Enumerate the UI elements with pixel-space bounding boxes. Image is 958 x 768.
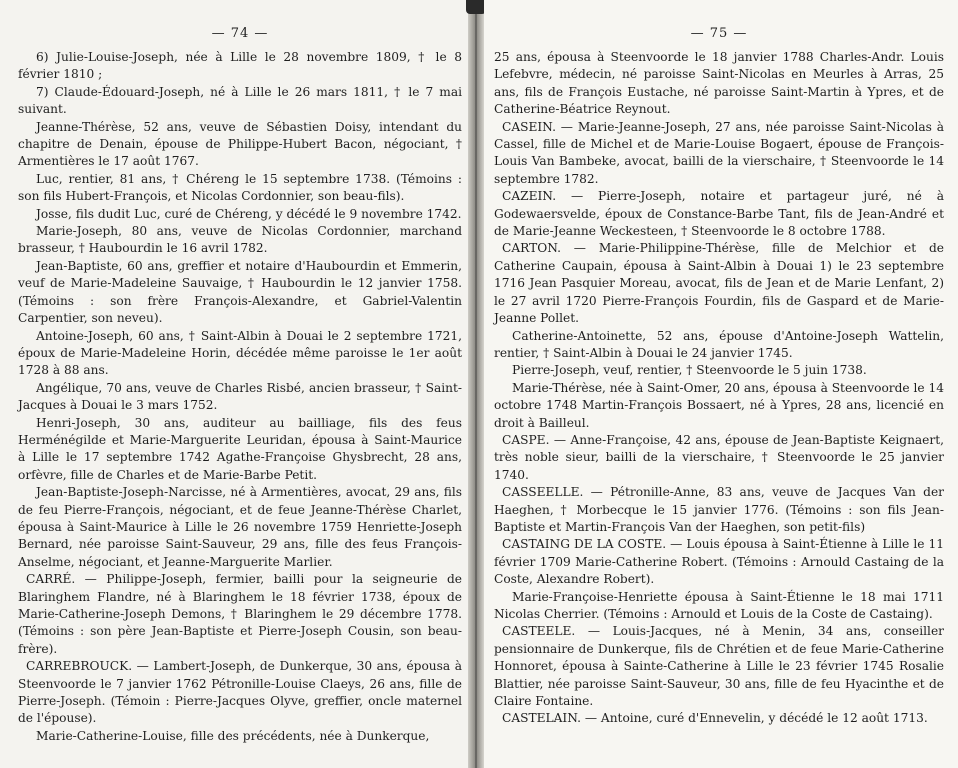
paragraph: Josse, fils dudit Luc, curé de Chéreng, y décédé le 9 novembre 1742. — [36, 206, 462, 221]
paragraph: Jean-Baptiste-Joseph-Narcisse, né à Armentières, avocat, 29 ans, fils de feu Pierre-François, négociant, et de feue Jeanne-Thérèse Charlet, épousa à Saint-Maurice à Lille le 26 novembre 1759 Henriette-Joseph Bernard, née paroisse Saint-Sauveur, 29 ans, fille des feus François-Anselme, négociant, et Jeanne-Marguerite Marlier. — [18, 485, 462, 569]
paragraph: Pierre-Joseph, veuf, rentier, † Steenvoorde le 5 juin 1738. — [512, 363, 867, 378]
entry-heading-paragraph: CASTEELE. — Louis-Jacques, né à Menin, 34 ans, conseiller pensionnaire de Dunkerque, fils de Chrétien et de feue Marie-Catherine Honnoret, épousa à Sainte-Catherine à Lille le 23 février 1745 Rosalie Blattier, née paroisse Saint-Sauveur, 30 ans, fille de feu Hyacinthe et de Claire Fontaine. — [494, 624, 944, 709]
entry-heading-paragraph: CASPE. — Anne-Françoise, 42 ans, épouse de Jean-Baptiste Keignaert, très noble sieur, bailli de la vierschaire, † Steenvoorde le 25 janvier 1740. — [494, 432, 944, 482]
paragraph: Angélique, 70 ans, veuve de Charles Risbé, ancien brasseur, † Saint-Jacques à Douai le 3 mars 1752. — [18, 380, 462, 413]
paragraph: Jean-Baptiste, 60 ans, greffier et notaire d'Haubourdin et Emmerin, veuf de Marie-Madeleine Sauvaige, † Haubourdin le 12 janvier 1758. (Témoins : son frère François-Alexandre, et Gabriel-Valentin Carpentier, son neveu). — [18, 258, 462, 326]
entry-heading-paragraph: CARRÉ. — Philippe-Joseph, fermier, bailli pour la seigneurie de Blaringhem Flandre, né à Blaringhem le 18 février 1738, époux de Marie-Catherine-Joseph Demons, † Blaringhem le 29 décembre 1778. (Témoins : son père Jean-Baptiste et Pierre-Joseph Cousin, son beau-frère). — [18, 572, 462, 656]
page-number-left: — 74 — — [211, 26, 269, 41]
paragraph: Henri-Joseph, 30 ans, auditeur au bailliage, fils des feus Herménégilde et Marie-Marguerite Leuridan, épousa à Saint-Maurice à Lille le 17 septembre 1742 Agathe-Françoise Ghysbrecht, 28 ans, orfèvre, fille de Charles et de Marie-Barbe Petit. — [18, 415, 462, 482]
paragraph: Antoine-Joseph, 60 ans, † Saint-Albin à Douai le 2 septembre 1721, époux de Marie-Madeleine Horin, décédée même paroisse le 1er août 1728 à 88 ans. — [18, 328, 462, 378]
paragraph: Luc, rentier, 81 ans, † Chéreng le 15 septembre 1738. (Témoins : son fils Hubert-François, et Nicolas Cordonnier, son beau-fils). — [18, 171, 462, 204]
paragraph: Marie-Thérèse, née à Saint-Omer, 20 ans, épousa à Steenvoorde le 14 octobre 1748 Martin-François Bossaert, né à Ypres, 28 ans, licencié en droit à Bailleul. — [494, 380, 944, 430]
paragraph: 7) Claude-Édouard-Joseph, né à Lille le 26 mars 1811, † le 7 mai suivant. — [18, 84, 462, 117]
entry-heading-paragraph: CARTON. — Marie-Philippine-Thérèse, fille de Melchior et de Catherine Caupain, épousa à Saint-Albin à Douai 1) le 23 septembre 1716 Jean Pasquier Moreau, avocat, fils de Jean et de Marie Lenfant, 2) le 27 avril 1720 Pierre-François Fourdin, fils de Gaspard et de Marie-Jeanne Pollet. — [494, 241, 944, 326]
paragraph: Marie-Françoise-Henriette épousa à Saint-Étienne le 18 mai 1711 Nicolas Cherrier. (Témoins : Arnould et Louis de la Coste de Castaing). — [494, 589, 944, 621]
entry-heading-paragraph: CAZEIN. — Pierre-Joseph, notaire et partageur juré, né à Godewaersvelde, époux de Constance-Barbe Tant, fils de Jean-André et de Marie-Jeanne Weckesteen, † Steenvoorde le 8 octobre 1788. — [494, 189, 944, 239]
paragraph: Marie-Catherine-Louise, fille des précédents, née à Dunkerque, — [36, 728, 430, 743]
entry-heading-paragraph: CASSEELLE. — Pétronille-Anne, 83 ans, veuve de Jacques Van der Haeghen, † Morbecque le 15 janvier 1776. (Témoins : son fils Jean-Baptiste et Martin-François Van der Haeghen, son petit-fils) — [494, 485, 944, 534]
paragraph: Marie-Joseph, 80 ans, veuve de Nicolas Cordonnier, marchand brasseur, † Haubourdin le 16 avril 1782. — [18, 224, 462, 256]
entry-heading-paragraph: CARREBROUCK. — Lambert-Joseph, de Dunkerque, 30 ans, épousa à Steenvoorde le 7 janvier 1762 Pétronille-Louise Claeys, 26 ans, fille de Pierre-Joseph. (Témoin : Pierre-Jacques Olyve, greffier, oncle maternel de l'épouse). — [18, 659, 462, 726]
page-number-right: — 75 — — [690, 26, 748, 41]
left-page-text — [18, 49, 462, 745]
book-gutter-cap — [466, 0, 486, 14]
entry-heading-paragraph: CASTELAIN. — Antoine, curé d'Ennevelin, y décédé le 12 août 1713. — [502, 711, 928, 726]
right-page — [484, 0, 958, 768]
paragraph-continuation: 25 ans, épousa à Steenvoorde le 18 janvier 1788 Charles-Andr. Louis Lefebvre, médecin, né paroisse Saint-Nicolas en Meurles à Arras, 25 ans, fils de François Eustache, né paroisse Saint-Martin à Ypres, et de Catherine-Béatrice Reynout. — [494, 50, 944, 117]
entry-heading-paragraph: CASTAING DE LA COSTE. — Louis épousa à Saint-Étienne à Lille le 11 février 1709 Marie-Catherine Robert. (Témoins : Arnould Castaing de la Coste, Alexandre Robert). — [494, 537, 944, 587]
paragraph: 6) Julie-Louise-Joseph, née à Lille le 28 novembre 1809, † le 8 février 1810 ; — [18, 50, 462, 82]
book-gutter — [468, 0, 484, 768]
left-page — [0, 0, 468, 768]
entry-heading-paragraph: CASEIN. — Marie-Jeanne-Joseph, 27 ans, née paroisse Saint-Nicolas à Cassel, fille de Michel et de Marie-Louise Bogaert, épouse de François-Louis Van Bambeke, avocat, bailli de la vierschaire, † Steenvoorde le 14 septembre 1782. — [494, 119, 944, 186]
paragraph: Jeanne-Thérèse, 52 ans, veuve de Sébastien Doisy, intendant du chapitre de Denain, épouse de Philippe-Hubert Bacon, négociant, † Armentières le 17 août 1767. — [18, 119, 462, 169]
paragraph: Catherine-Antoinette, 52 ans, épouse d'Antoine-Joseph Wattelin, rentier, † Saint-Albin à Douai le 24 janvier 1745. — [494, 328, 944, 360]
right-page-text — [494, 49, 944, 728]
